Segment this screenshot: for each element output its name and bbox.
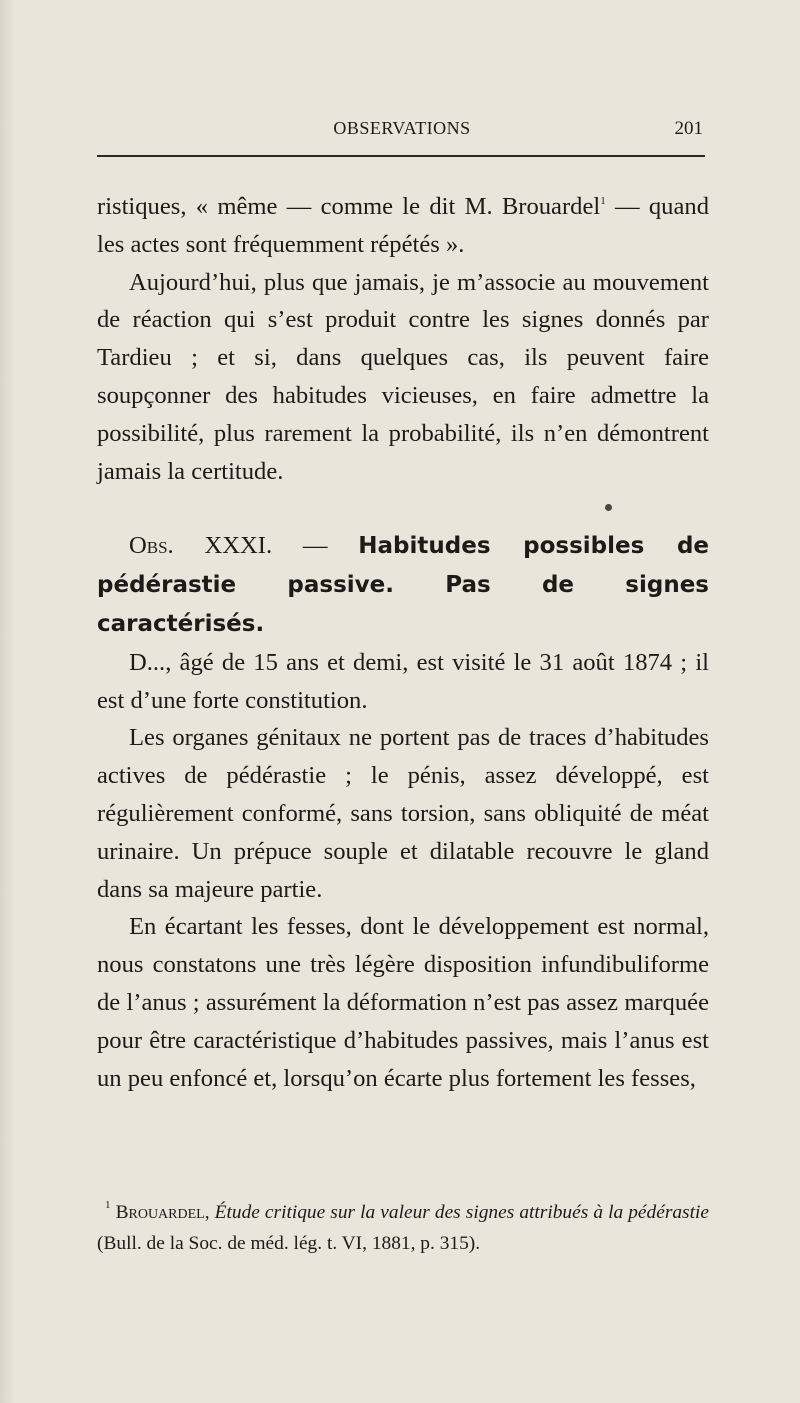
page-header <box>97 118 707 142</box>
paragraph-opinion: Aujourd’hui, plus que jamais, je m’associe au mouvement de réaction qui s’est produit contre les signes donnés par Tardieu ; et si, dans quelques cas, ils peuvent faire soupçonner des habitudes vicieuses, en faire admettre la possibilité, plus rarement la probabilité, ils n’en démontrent jamais la certitude. <box>97 268 709 485</box>
paragraph-continued-tail: — quand les actes sont fréquemment répétés ». <box>97 193 709 258</box>
page-number: 201 <box>674 118 703 139</box>
paragraph-continued-text: ristiques, « même — comme le dit M. Brouardel <box>97 193 601 220</box>
paragraph-genital-exam: Les organes génitaux ne portent pas de traces d’habitudes actives de pédérastie ; le pénis, assez développé, est régulièrement conformé, sans torsion, sans obliquité de méat urinaire. Un prépuce souple et dilatable recouvre le gland dans sa majeure partie. <box>97 724 709 903</box>
header-rule <box>97 155 705 157</box>
footnote-marker: 1 <box>105 1199 111 1211</box>
observation-title: Habitudes possibles de pédérastie passive. Pas de signes caractérisés. <box>97 533 710 637</box>
paragraph-patient: D..., âgé de 15 ans et demi, est visité le 31 août 1874 ; il est d’une forte constitution. <box>97 648 709 714</box>
footnote-text <box>97 1197 709 1259</box>
footnote-reference: 1 <box>600 195 606 207</box>
paragraph-continued <box>97 188 709 264</box>
footnote-title: Étude critique sur la valeur des signes attribués à la pédérastie <box>214 1202 709 1223</box>
observation-heading <box>97 527 709 643</box>
observation-dash: — <box>272 532 359 560</box>
footnote-citation: (Bull. de la Soc. de méd. lég. t. VI, 1881, p. 315). <box>97 1233 481 1254</box>
paragraph-anal-exam: En écartant les fesses, dont le développement est normal, nous constatons une très légère disposition infundibuliforme de l’anus ; assurément la déformation n’est pas assez marquée pour être caractéristique d’habitudes passives, mais l’anus est un peu enfoncé et, lorsqu’on écarte plus fortement les fesses, <box>97 913 709 1092</box>
page-edge <box>0 0 14 1403</box>
section-gap <box>97 490 709 527</box>
ink-speck <box>605 504 612 511</box>
running-head: OBSERVATIONS <box>333 118 471 138</box>
footnote-author: Brouardel, <box>115 1202 210 1223</box>
body-text <box>97 188 709 1097</box>
footnote <box>97 1197 709 1259</box>
observation-label: Obs. XXXI. <box>129 532 273 560</box>
